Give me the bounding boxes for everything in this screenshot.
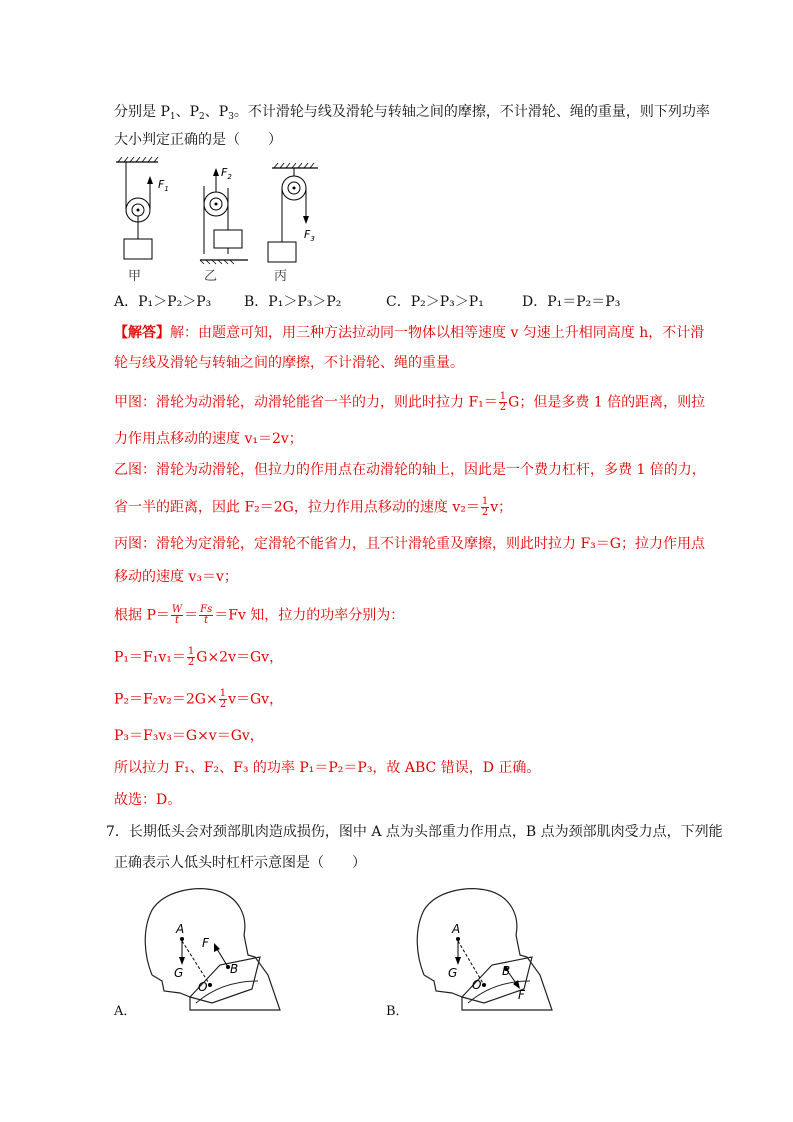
sub-1: 1 bbox=[169, 112, 176, 122]
option-a[interactable]: A．P₁＞P₂＞P₃ bbox=[114, 294, 212, 310]
fraction-fs-t: $\frac{Fs}{t}$ bbox=[200, 604, 213, 626]
answer-line-2: 轮与线及滑轮与转轴之间的摩擦，不计滑轮、绳的重量。 bbox=[114, 355, 464, 371]
point-b: B bbox=[502, 964, 511, 978]
fraction-half: $\frac{1}{2}$ bbox=[219, 688, 227, 710]
force-f1: $F_1$ bbox=[158, 178, 169, 193]
answer-line-5: 乙图：滑轮为动滑轮，但拉力的作用点在动滑轮的轴上，因此是一个费力杠杆，多费 1 倍的力， bbox=[114, 462, 706, 478]
answer-p2: P₂＝F₂v₂＝2G× $\frac{1}{2}$ v＝Gv， bbox=[114, 688, 284, 710]
answer-choice: 故选：D。 bbox=[114, 792, 182, 808]
answer-line-7: 丙图：滑轮为定滑轮，定滑轮不能省力，且不计滑轮重及摩擦，则此时拉力 F₃＝G；拉力作用点 bbox=[114, 536, 705, 552]
point-g: G bbox=[448, 966, 458, 980]
fraction-w-t: $\frac{W}{t}$ bbox=[171, 604, 183, 626]
answer-line-6: 省一半的距离，因此 F₂＝2G，拉力作用点移动的速度 v₂＝ $\frac{1}{2}$ v； bbox=[114, 496, 513, 518]
q7-number: 7． bbox=[106, 824, 129, 840]
label-jia: 甲 bbox=[128, 269, 142, 284]
point-b: B bbox=[230, 962, 239, 976]
option-d[interactable]: D．P₁＝P₂＝P₃ bbox=[522, 294, 621, 310]
q7-line1: 7．长期低头会对颈部肌肉造成损伤，图中 A 点为头部重力作用点，B 点为颈部肌肉受力点，下列能 bbox=[106, 824, 723, 840]
sub-3: 3 bbox=[228, 112, 234, 122]
answer-line-1: 【解答】解：由题意可知，用三种方法拉动同一物体以相等速度 v 匀速上升相同高度 h，不计滑 bbox=[114, 325, 705, 341]
option-b[interactable]: B．P₁＞P₃＞P₂ bbox=[244, 294, 342, 310]
point-o: O bbox=[472, 978, 482, 992]
label-bing: 丙 bbox=[274, 269, 288, 284]
pulley-yi bbox=[200, 166, 248, 264]
point-g: G bbox=[174, 966, 184, 980]
answer-line-9: 根据 P＝ $\frac{W}{t}$ ＝ $\frac{Fs}{t}$ ＝Fv 知，拉力的功率分别为： bbox=[114, 604, 405, 626]
answer-line-3: 甲图：滑轮为动滑轮，动滑轮能省一半的力，则此时拉力 F₁＝ $\frac{1}{2}$ G；但是多费 1 倍的距离，则拉 bbox=[114, 391, 706, 413]
pulley-bing bbox=[268, 163, 318, 262]
fraction-half: $\frac{1}{2}$ bbox=[499, 391, 507, 413]
sub-2: 2 bbox=[199, 112, 205, 122]
answer-line-4: 力作用点移动的速度 v₁＝2v； bbox=[114, 431, 303, 447]
force-f3: $F_3$ bbox=[304, 228, 315, 243]
neck-figure-b bbox=[412, 885, 557, 1017]
answer-p3: P₃＝F₃v₃＝G×v＝Gv， bbox=[114, 728, 264, 744]
fraction-half: $\frac{1}{2}$ bbox=[481, 496, 489, 518]
fraction-half: $\frac{1}{2}$ bbox=[187, 646, 195, 668]
point-a: A bbox=[452, 922, 461, 936]
answer-conclusion: 所以拉力 F₁、F₂、F₃ 的功率 P₁＝P₂＝P₃，故 ABC 错误，D 正确。 bbox=[114, 760, 541, 776]
q6-intro-line1: 分别是 $P_1$、$P_2$、$P_3$。不计滑轮与线及滑轮与转轴之间的摩擦，不计滑轮、绳的重量，则下列功率 bbox=[114, 104, 710, 122]
neck-figure-a bbox=[140, 885, 285, 1017]
q6-intro-line2: 大小判定正确的是（ ） bbox=[114, 132, 282, 148]
answer-p1: P₁＝F₁v₁＝ $\frac{1}{2}$ G×2v＝Gv， bbox=[114, 646, 284, 668]
pulley-jia bbox=[116, 157, 169, 259]
answer-line-8: 移动的速度 v₃＝v； bbox=[114, 569, 238, 585]
figure-a-option[interactable]: A． bbox=[114, 1004, 137, 1019]
pulley-figure bbox=[108, 156, 338, 284]
force-f2: $F_2$ bbox=[221, 166, 232, 181]
option-c[interactable]: C．P₂＞P₃＞P₁ bbox=[386, 294, 484, 310]
point-o: O bbox=[198, 980, 208, 994]
label-yi: 乙 bbox=[204, 269, 218, 284]
point-a: A bbox=[176, 922, 185, 936]
figure-b-option[interactable]: B． bbox=[386, 1004, 409, 1019]
q7-line2: 正确表示人低头时杠杆示意图是（ ） bbox=[114, 855, 366, 871]
point-f: F bbox=[202, 936, 209, 950]
answer-tag: 【解答】 bbox=[114, 325, 170, 341]
point-f: F bbox=[518, 988, 525, 1002]
